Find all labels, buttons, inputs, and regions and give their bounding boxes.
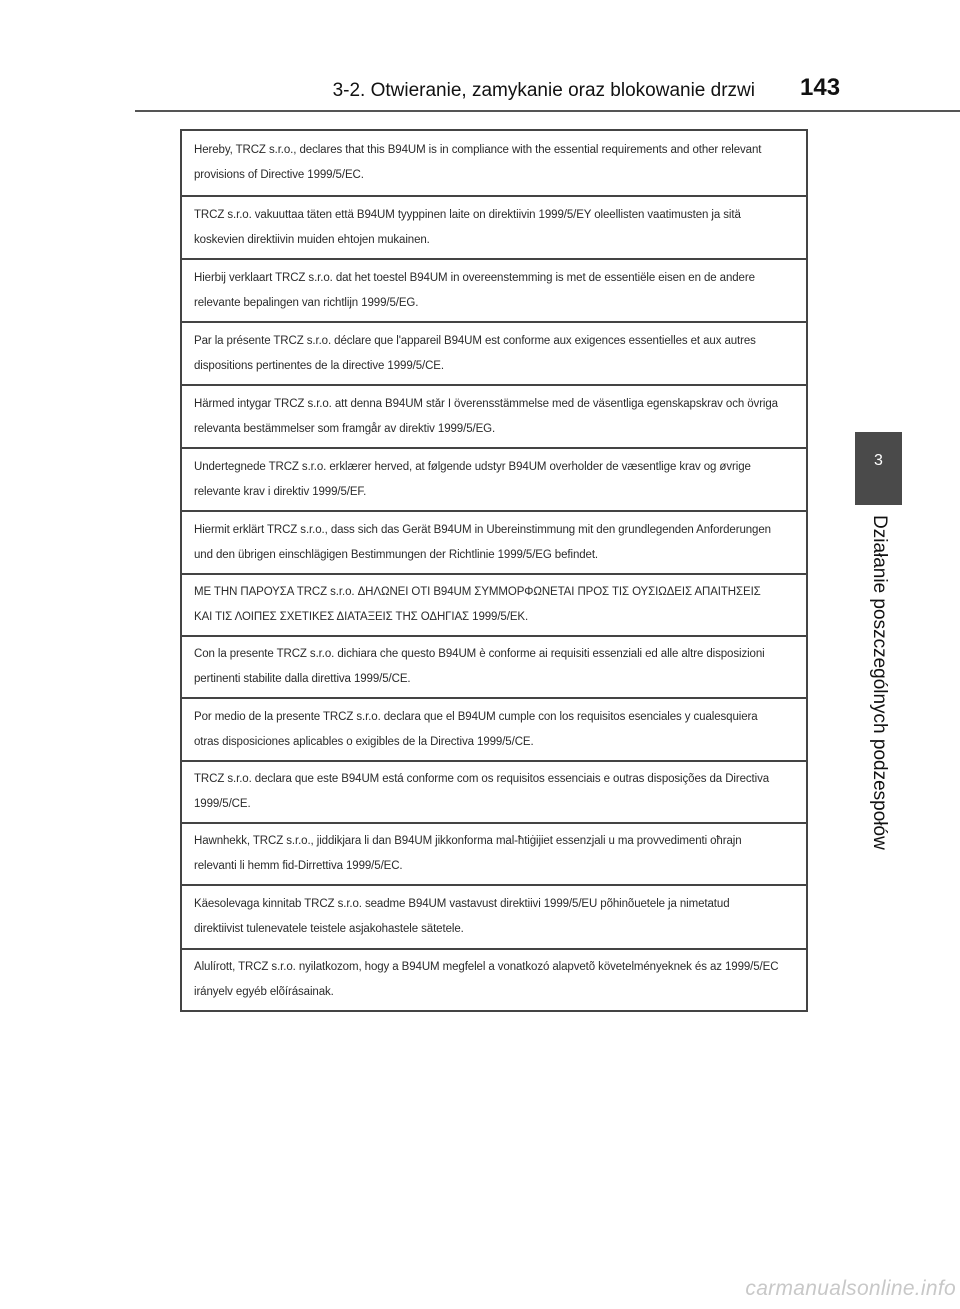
- declaration-row: [182, 510, 806, 573]
- declaration-text: Käesolevaga kinnitab TRCZ s.r.o. seadme B94UM vastavust direktiivi 1999/5/EÜ põhinõuetele ja nimetatud direktiivist tulenevatele teistele asjakohastele sätetele.: [194, 898, 730, 935]
- declaration-row: [182, 948, 806, 1010]
- chapter-title: Działanie poszczególnych podzespołów: [869, 515, 890, 850]
- declaration-text: Hierbij verklaart TRCZ s.r.o. dat het toestel B94UM in overeenstemming is met de essentiële eisen en de andere relevante bepalingen van richtlijn 1999/5/EG.: [194, 271, 755, 309]
- declaration-row: [182, 195, 806, 258]
- declaration-row: [182, 131, 806, 195]
- chapter-number: 3: [874, 452, 883, 469]
- declaration-text: Hiermit erklärt TRCZ s.r.o., dass sich das Gerät B94UM in Übereinstimmung mit den grundlegenden Anforderungen und den übrigen einschlägigen Bestimmungen der Richtlinie 1999/5/EG befindet.: [194, 523, 771, 561]
- declaration-text: Por medio de la presente TRCZ s.r.o. declara que el B94UM cumple con los requisitos esenciales y cualesquiera otras disposiciones aplicables o exigibles de la Directiva 1999/5/CE.: [194, 710, 758, 748]
- declaration-text: Undertegnede TRCZ s.r.o. erklærer herved, at følgende udstyr B94UM overholder de væsentlige krav og øvrige relevante krav i direktiv 1999/5/EF.: [194, 460, 751, 498]
- declaration-row: [182, 697, 806, 760]
- watermark[interactable]: carmanualsonline.info: [745, 1277, 956, 1300]
- page-header: [0, 0, 960, 112]
- declaration-text: TRCZ s.r.o. declara que este B94UM está conforme com os requisitos essenciais e outras disposições da Directiva 1999/5/CE.: [194, 773, 770, 810]
- declaration-text: ΜΕ ΤΗΝ ΠΑΡΟΥΣΑ TRCZ s.r.o. ΔΗΛΩΝΕΙ ΟΤΙ B94UM ΣΥΜΜΟΡΦΩΝΕΤΑΙ ΠΡΟΣ ΤΙΣ ΟΥΣΙΩΔΕΙΣ ΑΠΑΙΤΗΣΕΙΣ ΚΑΙ ΤΙΣ ΛΟΙΠΕΣ ΣΧΕΤΙΚΕΣ ΔΙΑΤΑΞΕΙΣ ΤΗΣ ΟΔΗΓΙΑΣ 1999/5/ΕΚ.: [194, 586, 761, 623]
- chapter-tab: [855, 432, 902, 505]
- declaration-text: Par la présente TRCZ s.r.o. déclare que l'appareil B94UM est conforme aux exigences essentielles et aux autres dispositions pertinentes de la directive 1999/5/CE.: [194, 334, 756, 372]
- declaration-text: Con la presente TRCZ s.r.o. dichiara che questo B94UM è conforme ai requisiti essenziali ed alle altre disposizioni pertinenti stabilite dalla direttiva 1999/5/CE.: [194, 648, 765, 685]
- declaration-row: [182, 822, 806, 884]
- declaration-row: [182, 447, 806, 510]
- declaration-row: [182, 384, 806, 447]
- declaration-row: [182, 321, 806, 384]
- declaration-text: Härmed intygar TRCZ s.r.o. att denna B94UM står I överensstämmelse med de väsentliga egenskapskrav och övriga relevanta bestämmelser som framgår av direktiv 1999/5/EG.: [194, 397, 778, 435]
- declaration-text: Hawnhekk, TRCZ s.r.o., jiddikjara li dan B94UM jikkonforma mal-ħtiġijiet essenzjali u ma provvedimenti oħrajn relevanti li hemm fid-Dirrettiva 1999/5/EC.: [194, 835, 742, 872]
- header-rule: [135, 110, 960, 112]
- declaration-row: [182, 258, 806, 321]
- declaration-row: [182, 573, 806, 635]
- declaration-row: [182, 760, 806, 822]
- declarations-table: [180, 129, 808, 1012]
- declaration-row: [182, 635, 806, 697]
- declaration-text: TRCZ s.r.o. vakuuttaa täten että B94UM tyyppinen laite on direktiivin 1999/5/EY oleellisten vaatimusten ja sitä koskevien direktiivin muiden ehtojen mukainen.: [194, 208, 741, 246]
- declaration-text: Alulírott, TRCZ s.r.o. nyilatkozom, hogy a B94UM megfelel a vonatkozó alapvetõ követelményeknek és az 1999/5/EC irányelv egyéb elõírásainak.: [194, 961, 779, 998]
- declaration-row: [182, 884, 806, 948]
- page-number: 143: [800, 74, 841, 101]
- declaration-text: Hereby, TRCZ s.r.o., declares that this B94UM is in compliance with the essential requirements and other relevant provisions of Directive 1999/5/EC.: [194, 144, 762, 181]
- section-title: 3-2. Otwieranie, zamykanie oraz blokowanie drzwi: [332, 80, 755, 101]
